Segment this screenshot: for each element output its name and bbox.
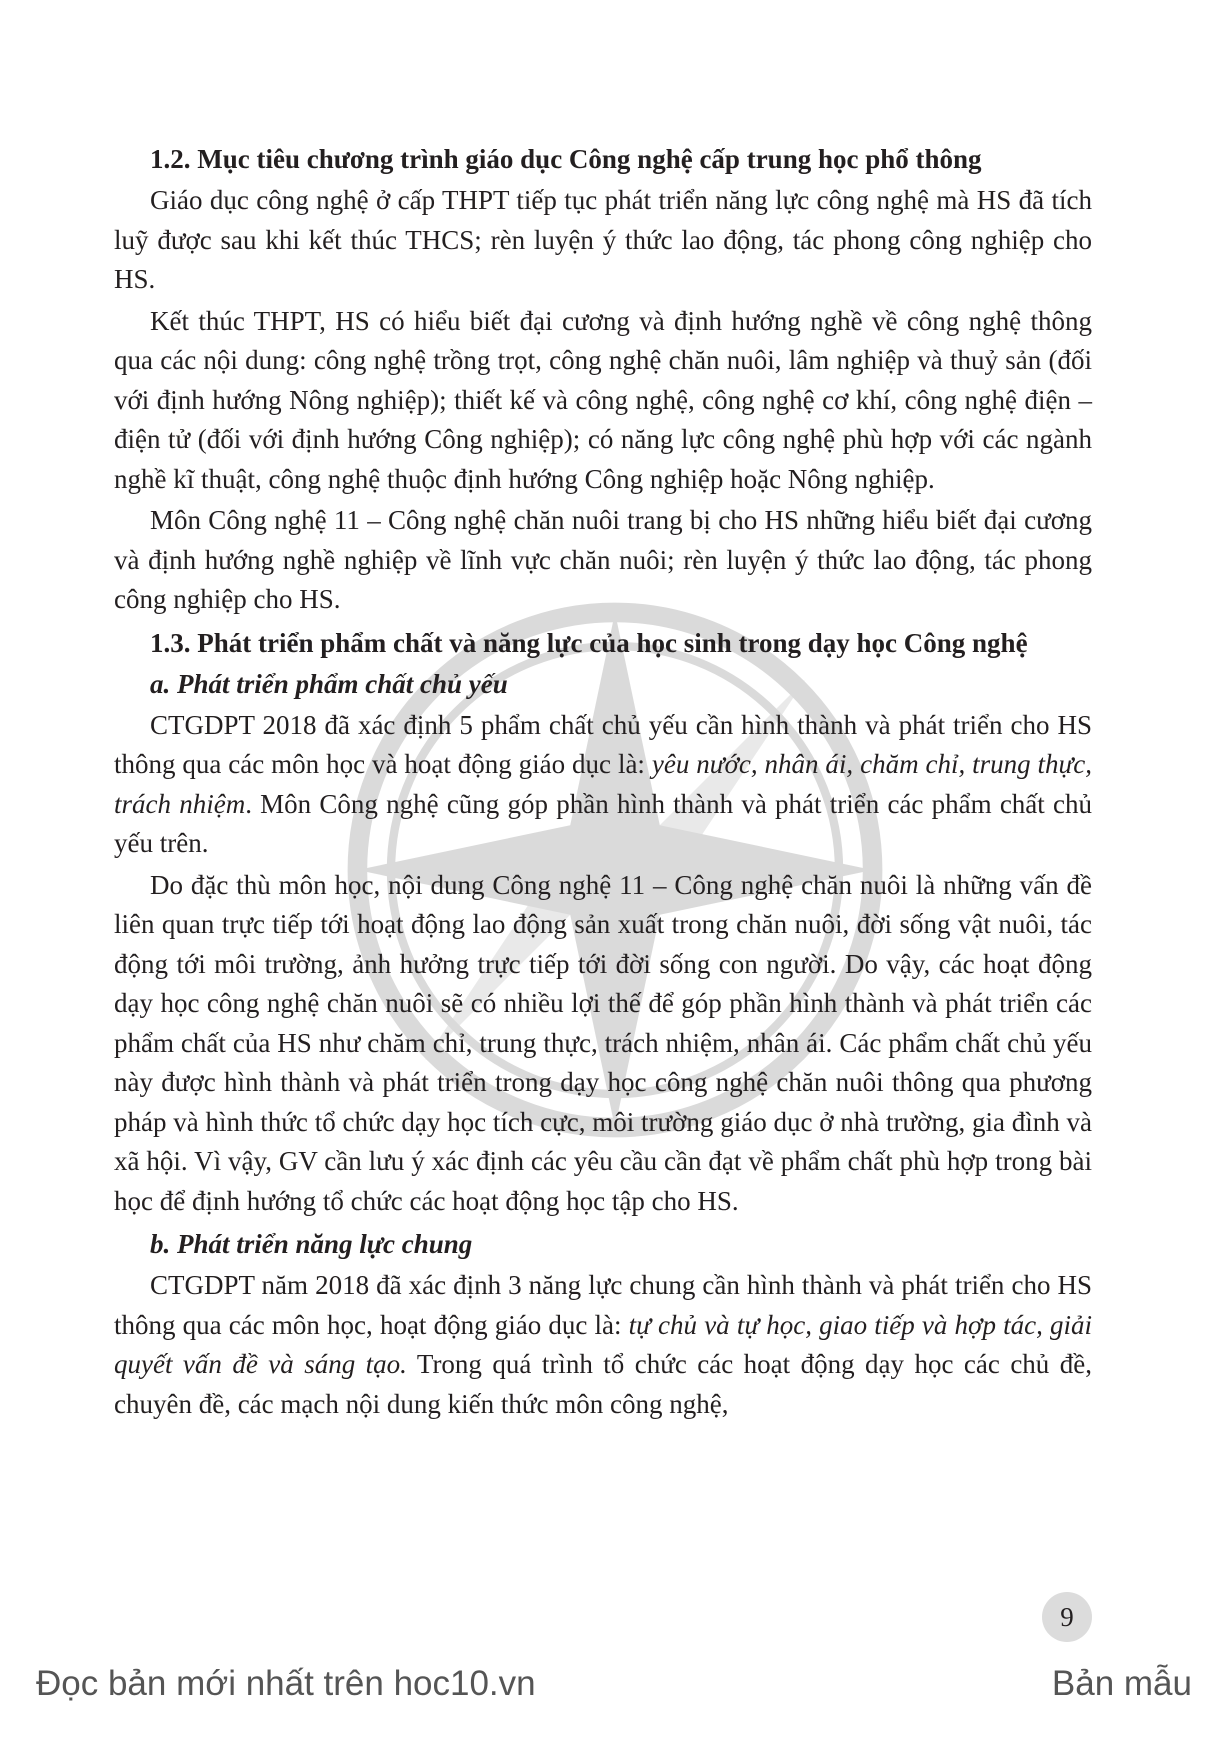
section-1-2-paragraph-3: Môn Công nghệ 11 – Công nghệ chăn nuôi trang bị cho HS những hiểu biết đại cương và định hướng nghề nghiệp về lĩnh vực chăn nuôi; rèn luyện ý thức lao động, tác phong công nghiệp cho HS. [114,505,1092,614]
subsection-b-heading: b. Phát triển năng lực chung [150,1229,473,1259]
subsection-b-p1-text-end: Trong quá trình tổ chức các hoạt động dạy học các chủ đề, chuyên đề, các mạch nội dung kiến thức môn công nghệ, [114,1349,1092,1419]
subsection-a-p1-text: CTGDPT 2018 đã xác định 5 phẩm chất chủ yếu cần hình thành và phát triển cho HS thông qua các môn học và hoạt động giáo dục là: [114,709,1092,779]
subsection-a-paragraph-2: Do đặc thù môn học, nội dung Công nghệ 11 – Công nghệ chăn nuôi là những vấn đề liên quan trực tiếp tới hoạt động lao động sản xuất trong chăn nuôi, đời sống vật nuôi, tác động tới môi trường, ảnh hưởng trực tiếp tới đời sống con người. Do vậy, các hoạt động dạy học công nghệ chăn nuôi sẽ có nhiều lợi thế để góp phần hình thành và phát triển các phẩm chất của HS như chăm chỉ, trung thực, trách nhiệm, nhân ái. Các phẩm chất chủ yếu này được hình thành và phát triển trong dạy học công nghệ chăn nuôi thông qua phương pháp và hình thức tổ chức dạy học tích cực, môi trường giáo dục ở nhà trường, gia đình và xã hội. Vì vậy, GV cần lưu ý xác định các yêu cầu cần đạt về phẩm chất phù hợp trong bài học để định hướng tổ chức các hoạt động học tập cho HS. [114,869,1092,1216]
page-number: 9 [1042,1592,1092,1642]
body-text [114,140,1092,1424]
section-1-3-heading: 1.3. Phát triển phẩm chất và năng lực của học sinh trong dạy học Công nghệ [150,627,1028,658]
subsection-a-heading: a. Phát triển phẩm chất chủ yếu [150,668,508,699]
subsection-a-paragraph-1 [114,706,1092,864]
subsection-b-p1-competencies: tự chủ và tự học, giao tiếp và hợp tác, giải quyết vấn đề và sáng tạo. [114,1309,1092,1379]
subsection-b-paragraph-1 [114,1266,1092,1424]
section-1-2-paragraph-1: Giáo dục công nghệ ở cấp THPT tiếp tục phát triển năng lực công nghệ mà HS đã tích luỹ được sau khi kết thúc THCS; rèn luyện ý thức lao động, tác phong công nghiệp cho HS. [114,185,1092,294]
subsection-a-p1-qualities: yêu nước, nhân ái, chăm chỉ, trung thực, trách nhiệm [114,749,1092,819]
subsection-b-p1-text: CTGDPT năm 2018 đã xác định 3 năng lực chung cần hình thành và phát triển cho HS thông qua các môn học, hoạt động giáo dục là: [114,1270,1092,1340]
section-1-2-heading: 1.2. Mục tiêu chương trình giáo dục Công nghệ cấp trung học phổ thông [150,144,982,174]
footer-source-link[interactable]: Đọc bản mới nhất trên hoc10.vn [36,1664,536,1703]
footer-sample-label: Bản mẫu [1051,1664,1192,1703]
section-1-2-paragraph-2: Kết thúc THPT, HS có hiểu biết đại cương và định hướng nghề về công nghệ thông qua các nội dung: công nghệ trồng trọt, công nghệ chăn nuôi, lâm nghiệp và thuỷ sản (đối với định hướng Nông nghiệp); thiết kế và công nghệ, công nghệ cơ khí, công nghệ điện – điện tử (đối với định hướng Công nghiệp); có năng lực công nghệ phù hợp với các ngành nghề kĩ thuật, công nghệ thuộc định hướng Công nghiệp hoặc Nông nghiệp. [114,305,1092,494]
subsection-a-p1-text-end: . Môn Công nghệ cũng góp phần hình thành và phát triển các phẩm chất chủ yếu trên. [114,788,1092,858]
